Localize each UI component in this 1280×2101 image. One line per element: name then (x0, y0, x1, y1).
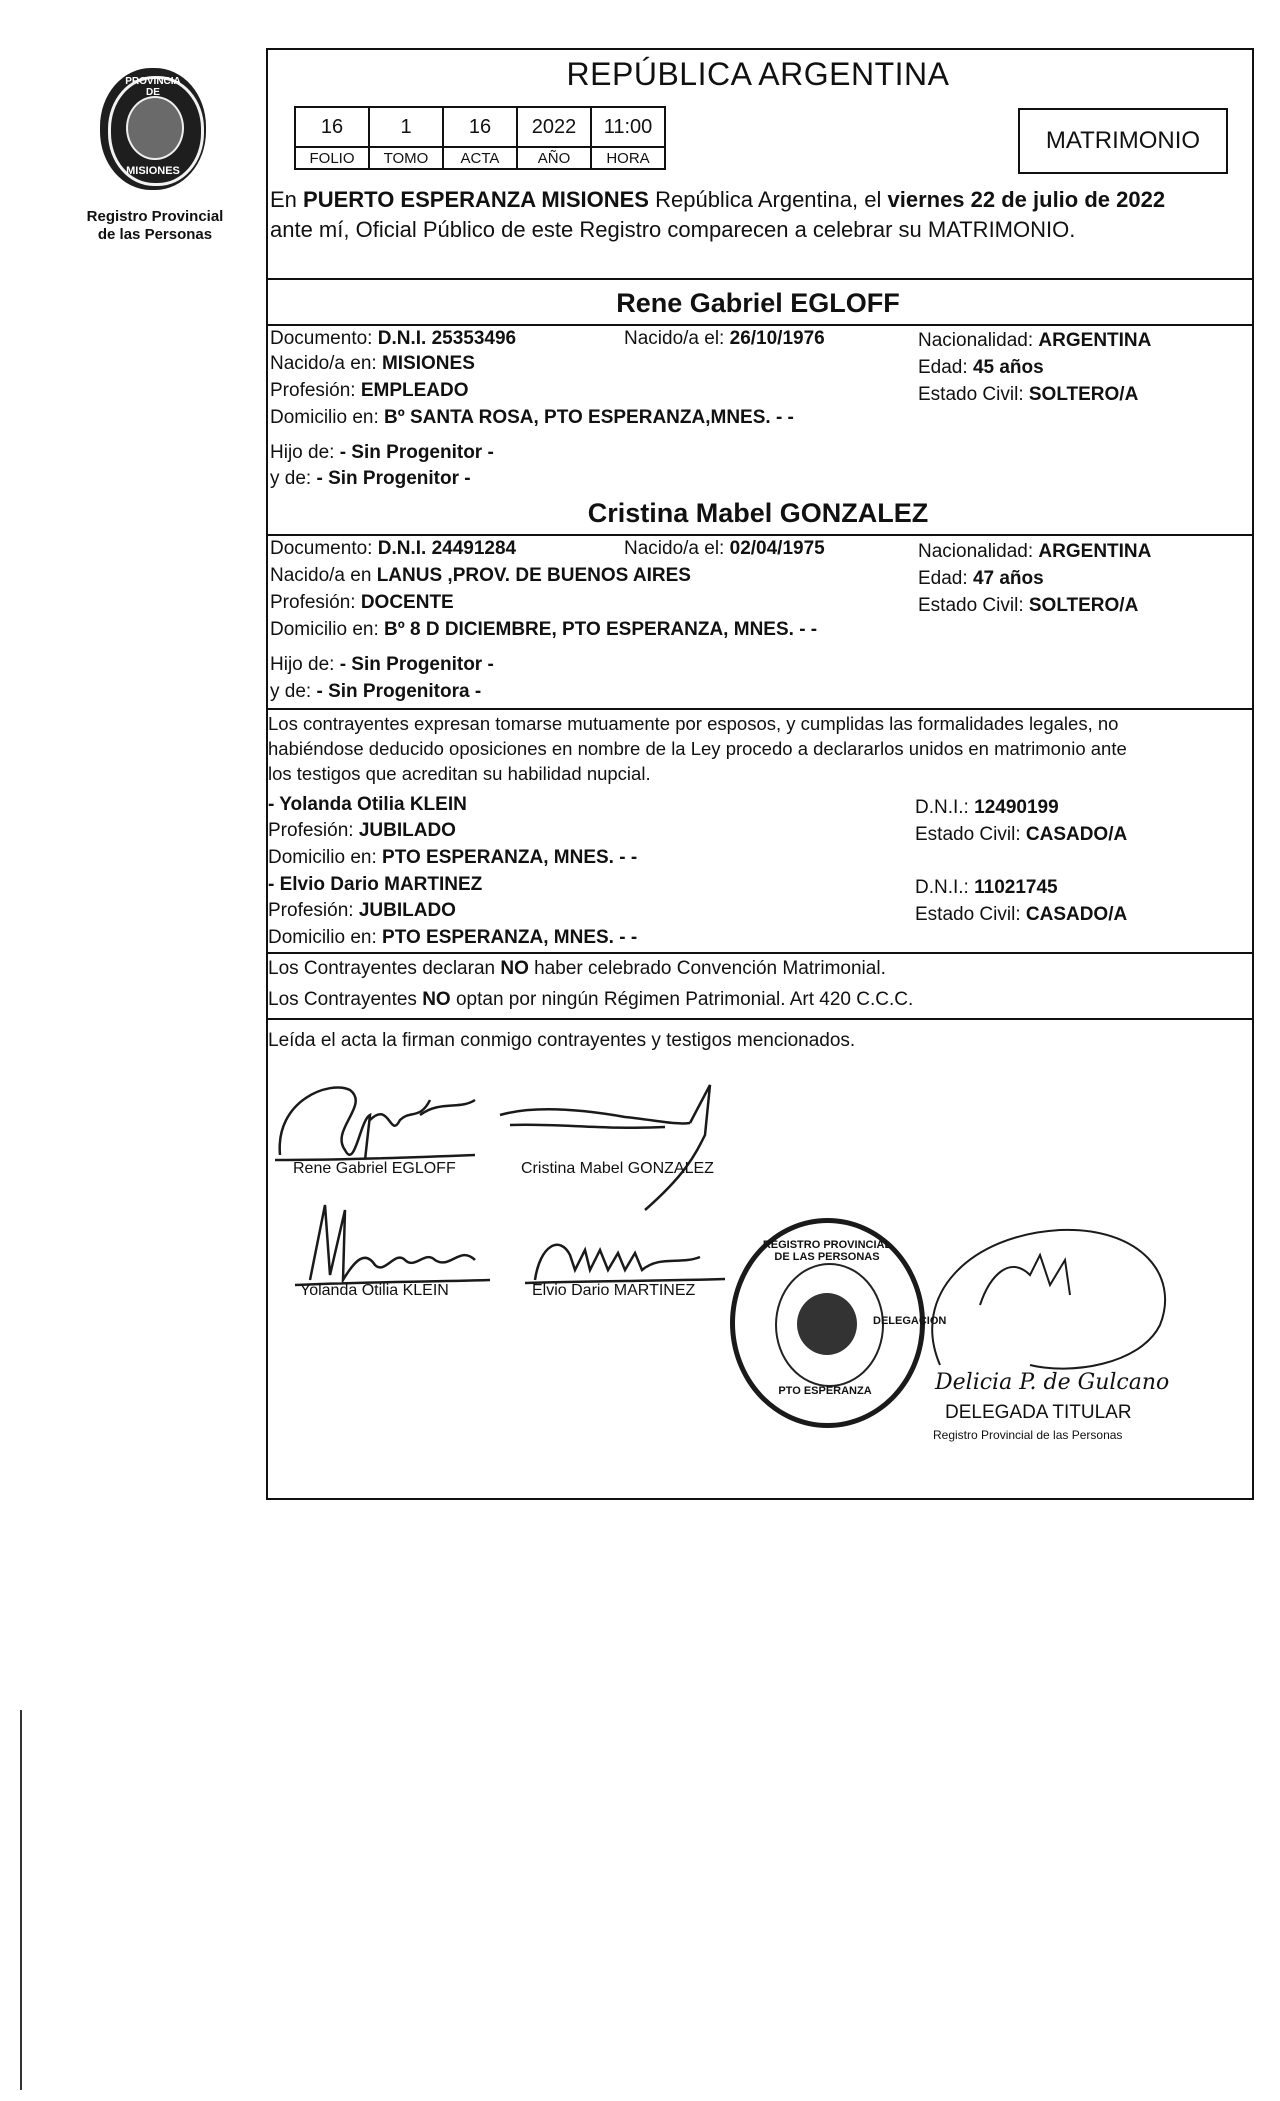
label: Hijo de: (270, 442, 340, 463)
value: - Sin Progenitor - (339, 442, 494, 463)
divider-header (266, 278, 1252, 280)
witness1-profession (268, 819, 456, 843)
spouse2-father (270, 653, 494, 677)
tomo-value: 1 (369, 107, 443, 147)
value: Bº SANTA ROSA, PTO ESPERANZA,MNES. - - (384, 407, 794, 428)
label: Domicilio en: (270, 407, 385, 428)
label: Documento: (270, 538, 378, 559)
spouse2-mother (270, 680, 481, 704)
spouse1-address (270, 406, 794, 430)
spouse2-profession (270, 591, 454, 615)
intro-line2: ante mí, Oficial Público de este Registro comparecen a celebrar su MATRIMONIO. (270, 217, 1076, 242)
divider-top (266, 48, 1252, 50)
intro-middle: República Argentina, el (648, 187, 888, 212)
page-title: REPÚBLICA ARGENTINA (566, 56, 950, 92)
official-signature-icon (910, 1215, 1190, 1395)
value: D.N.I. 24491284 (377, 538, 517, 559)
folio-value: 16 (295, 107, 369, 147)
acta-label: ACTA (443, 147, 517, 169)
witness2-address (268, 926, 637, 950)
value: 26/10/1976 (729, 328, 825, 349)
page-edge-line (20, 1710, 22, 2090)
value: LANUS ,PROV. DE BUENOS AIRES (376, 565, 691, 586)
label: Edad: (918, 357, 973, 378)
witness1-name: - Yolanda Otilia KLEIN (268, 794, 467, 815)
value: 45 años (972, 357, 1044, 378)
spouse1-name: Rene Gabriel EGLOFF (616, 288, 900, 318)
official-office: Registro Provincial de las Personas (933, 1428, 1123, 1442)
label: Documento: (270, 328, 378, 349)
label: D.N.I.: (915, 797, 975, 818)
label: Estado Civil: (915, 904, 1026, 925)
label: y de: (270, 468, 317, 489)
declaration-line1: Los contrayentes expresan tomarse mutuamente por esposos, y cumplidas las formalidades legales, no (268, 713, 1119, 734)
value: JUBILADO (358, 900, 456, 921)
logo-caption-line1: Registro Provincial (86, 208, 224, 225)
spouse1-father (270, 441, 494, 465)
regime-line2 (268, 988, 913, 1012)
label: Domicilio en: (270, 619, 385, 640)
divider-spouse2-name (266, 534, 1252, 536)
spouse1-profession (270, 379, 469, 403)
label: Estado Civil: (918, 595, 1029, 616)
text: haber celebrado Convención Matrimonial. (528, 958, 886, 979)
value: - Sin Progenitor - (339, 654, 494, 675)
tomo-label: TOMO (369, 147, 443, 169)
registry-table (294, 106, 666, 170)
label: Edad: (918, 568, 973, 589)
value: Bº 8 D DICIEMBRE, PTO ESPERANZA, MNES. - - (384, 619, 818, 640)
witness2-name: - Elvio Dario MARTINEZ (268, 874, 483, 895)
text: optan por ningún Régimen Patrimonial. Art 420 C.C.C. (450, 989, 914, 1010)
spouse2-nationality (918, 540, 1151, 564)
witness1-address (268, 846, 637, 870)
signature-label-gonzalez: Cristina Mabel GONZALEZ (521, 1160, 714, 1177)
signature-gonzalez-icon (495, 1075, 735, 1215)
witness2-dni (915, 876, 1058, 900)
regime-line1 (268, 957, 886, 981)
stamp-outer-text: REGISTRO PROVINCIAL DE LAS PERSONAS (762, 1239, 892, 1263)
label: Profesión: (270, 592, 361, 613)
label: Profesión: (270, 380, 361, 401)
value: MISIONES (381, 353, 475, 374)
logo-bottom-text: MISIONES (126, 165, 180, 177)
value: D.N.I. 25353496 (377, 328, 517, 349)
logo-caption (80, 208, 230, 244)
value: CASADO/A (1025, 824, 1128, 845)
act-type-box: MATRIMONIO (1018, 108, 1228, 174)
declaration-line3: los testigos que acreditan su habilidad nupcial. (268, 763, 651, 784)
spouse1-birthdate (624, 327, 825, 351)
declaration-line2: habiéndose deducido oposiciones en nombre de la Ley procedo a declararlos unidos en matrimonio ante (268, 738, 1127, 759)
official-title: DELEGADA TITULAR (945, 1402, 1132, 1423)
stamp-inner-text: PTO ESPERANZA (778, 1385, 872, 1397)
signature-label-egloff: Rene Gabriel EGLOFF (293, 1160, 456, 1177)
value: JUBILADO (358, 820, 456, 841)
spouse2-document (270, 537, 516, 561)
witness1-dni (915, 796, 1059, 820)
label: Estado Civil: (915, 824, 1026, 845)
spouse2-birthplace (270, 564, 691, 588)
divider-regime (266, 952, 1252, 954)
spouse1-mother (270, 467, 471, 491)
label: Nacionalidad: (918, 541, 1039, 562)
label: Nacido/a el: (624, 328, 730, 349)
stamp-emblem (797, 1293, 857, 1355)
label: D.N.I.: (915, 877, 975, 898)
value: PTO ESPERANZA, MNES. - - (382, 927, 638, 948)
logo-emblem (126, 96, 184, 160)
value: 02/04/1975 (729, 538, 825, 559)
official-stamp-icon (730, 1218, 947, 1428)
label: Nacionalidad: (918, 330, 1039, 351)
acta-value: 16 (443, 107, 517, 147)
signature-label-klein: Yolanda Otilia KLEIN (300, 1282, 449, 1299)
value: 12490199 (974, 797, 1059, 818)
value: 47 años (972, 568, 1044, 589)
value: SOLTERO/A (1028, 384, 1139, 405)
text: Los Contrayentes (268, 989, 423, 1010)
spouse1-document (270, 327, 516, 351)
value: ARGENTINA (1038, 330, 1152, 351)
value: ARGENTINA (1038, 541, 1152, 562)
signature-label-martinez: Elvio Dario MARTINEZ (532, 1282, 696, 1299)
spouse2-birthdate (624, 537, 825, 561)
value: - Sin Progenitora - (316, 681, 482, 702)
text: Los Contrayentes declaran (268, 958, 501, 979)
intro-line1 (270, 186, 1165, 214)
year-value: 2022 (517, 107, 591, 147)
spouse1-civil-status (918, 383, 1138, 407)
divider-spouse1-name (266, 324, 1252, 326)
value: PTO ESPERANZA, MNES. - - (382, 847, 638, 868)
label: Hijo de: (270, 654, 340, 675)
value: 11021745 (974, 877, 1058, 898)
label: Domicilio en: (268, 847, 383, 868)
label: Nacido/a en (270, 565, 377, 586)
value: - Sin Progenitor - (316, 468, 471, 489)
logo-caption-line2: de las Personas (97, 226, 213, 243)
value: DOCENTE (360, 592, 454, 613)
stamp-inner-ring (775, 1263, 884, 1387)
value: EMPLEADO (360, 380, 469, 401)
witness2-civil-status (915, 903, 1127, 927)
label: Profesión: (268, 820, 359, 841)
spouse2-name: Cristina Mabel GONZALEZ (587, 498, 929, 528)
label: Profesión: (268, 900, 359, 921)
time-label: HORA (591, 147, 665, 169)
intro-date: viernes 22 de julio de 2022 (887, 187, 1166, 212)
emphasis: NO (500, 958, 529, 979)
label: Nacido/a en: (270, 353, 382, 374)
value: SOLTERO/A (1028, 595, 1139, 616)
spouse1-nationality (918, 329, 1151, 353)
label: Estado Civil: (918, 384, 1029, 405)
label: Nacido/a el: (624, 538, 730, 559)
spouse2-address (270, 618, 817, 642)
emphasis: NO (422, 989, 451, 1010)
official-name: Delicia P. de Gulcano (935, 1370, 1170, 1395)
folio-label: FOLIO (295, 147, 369, 169)
spouse1-birthplace (270, 352, 475, 376)
spouse1-age (918, 356, 1044, 380)
label: y de: (270, 681, 317, 702)
year-label: AÑO (517, 147, 591, 169)
intro-prefix: En (270, 187, 304, 212)
logo-top-text: PROVINCIA DE (125, 76, 181, 98)
intro-place: PUERTO ESPERANZA MISIONES (303, 187, 649, 212)
closing-text: Leída el acta la firman conmigo contrayentes y testigos mencionados. (268, 1030, 856, 1051)
divider-closing (266, 1018, 1252, 1020)
value: CASADO/A (1025, 904, 1128, 925)
witness2-profession (268, 899, 456, 923)
time-value: 11:00 (591, 107, 665, 147)
divider-declaration (266, 708, 1252, 710)
witness1-civil-status (915, 823, 1127, 847)
spouse2-age (918, 567, 1044, 591)
stamp-side-text: DELEGACION (873, 1315, 947, 1327)
spouse2-civil-status (918, 594, 1138, 618)
label: Domicilio en: (268, 927, 383, 948)
